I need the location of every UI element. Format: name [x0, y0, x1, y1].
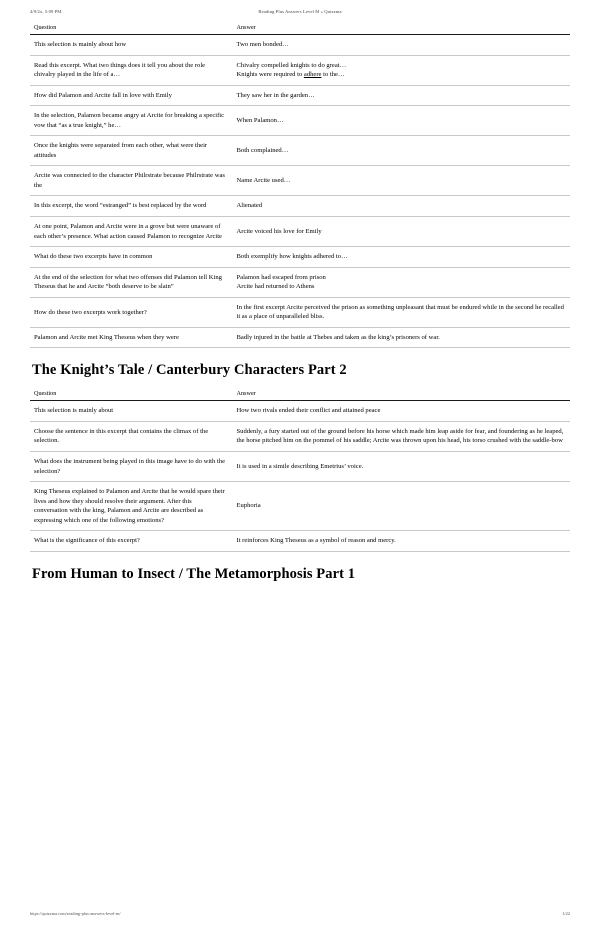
question-cell: What does the instrument being played in this image have to do with the selection? — [30, 452, 233, 482]
table-row — [30, 452, 570, 482]
question-cell: What do these two excerpts have in common — [30, 247, 233, 268]
answer-cell: Badly injured in the battle at Thebes and taken as the king’s prisoners of war. — [233, 327, 571, 348]
table-row — [30, 327, 570, 348]
table-row — [30, 217, 570, 247]
footer-page-number: 1/22 — [562, 911, 570, 916]
table-row — [30, 247, 570, 268]
header-title: Reading Plus Answers Level M » Quizzma — [258, 9, 342, 14]
question-cell: This selection is mainly about — [30, 401, 233, 422]
question-cell: Palamon and Arcite met King Theseus when they were — [30, 327, 233, 348]
answer-cell: Name Arcite used… — [233, 166, 571, 196]
question-cell: How do these two excerpts work together? — [30, 297, 233, 327]
question-cell: King Theseus explained to Palamon and Arcite that he would spare their lives and how they should resolve their argument. After this conversation with the king, Palamon and Arcite are described as expressing which one of the following emotions? — [30, 482, 233, 531]
answer-cell — [233, 55, 571, 85]
table-row — [30, 531, 570, 552]
question-cell: In this excerpt, the word “estranged” is best replaced by the word — [30, 196, 233, 217]
answer-cell: Two men bonded… — [233, 35, 571, 56]
question-cell: How did Palamon and Arcite fall in love with Emily — [30, 85, 233, 106]
section-title-knights-tale-part-2: The Knight’s Tale / Canterbury Characters Part 2 — [32, 362, 347, 379]
table-row — [30, 421, 570, 451]
table-row — [30, 55, 570, 85]
section-title-metamorphosis-part-1: From Human to Insect / The Metamorphosis Part 1 — [32, 565, 356, 582]
answer-cell — [233, 267, 571, 297]
answer-cell: It reinforces King Theseus as a symbol of reason and mercy. — [233, 531, 571, 552]
question-cell: What is the significance of this excerpt? — [30, 531, 233, 552]
qa-table-1 — [30, 22, 570, 348]
question-cell: Arcite was connected to the character Philrstrate because Philrstrate was the — [30, 166, 233, 196]
answer-line: Palamon had escaped from prison — [236, 273, 326, 281]
answer-cell: How two rivals ended their conflict and attained peace — [233, 401, 571, 422]
answer-line: Knights were required to adhere to the… — [236, 71, 345, 79]
answer-cell: They saw her in the garden… — [233, 85, 571, 106]
table-row — [30, 196, 570, 217]
footer-url[interactable]: https://quizzma.com/reading-plus-answers-level-m/ — [30, 911, 121, 916]
column-header-answer: Answer — [233, 22, 571, 35]
header-timestamp: 4/9/2x, 5:09 PM — [30, 9, 62, 14]
table-row — [30, 35, 570, 56]
table-header-row — [30, 388, 570, 401]
answer-underlined-word: adhere — [303, 71, 322, 79]
answer-cell: Both complained… — [233, 136, 571, 166]
document-content — [30, 22, 570, 583]
column-header-answer: Answer — [233, 388, 571, 401]
question-cell: At one point, Palamon and Arcite were in a grove but were unaware of each other’s presence. What action caused Palamon to recognize Arcite — [30, 217, 233, 247]
answer-cell: Arcite voiced his love for Emily — [233, 217, 571, 247]
answer-cell: Euphoria — [233, 482, 571, 531]
answer-cell: In the first excerpt Arcite perceived the prison as something unpleasant that must be endured while in the second he recalled it as a place of unparalleled bliss. — [233, 297, 571, 327]
answer-cell: It is used in a simile describing Emetrius’ voice. — [233, 452, 571, 482]
table-row — [30, 166, 570, 196]
page-footer — [30, 911, 570, 916]
table-header-row — [30, 22, 570, 35]
answer-cell: Suddenly, a fury started out of the ground before his horse which made him leap aside for fear, and foundering as he leaped, the horse pitched him on the pommel of his saddle; Arcite was thrown upon his head, his torso crushed with the saddle-bow — [233, 421, 571, 451]
table-row — [30, 106, 570, 136]
question-cell: Choose the sentence in this excerpt that contains the climax of the selection. — [30, 421, 233, 451]
table-row — [30, 482, 570, 531]
qa-table-2 — [30, 388, 570, 551]
answer-line: Arcite had returned to Athens — [236, 283, 315, 291]
table-row — [30, 401, 570, 422]
answer-line: Chivalry compelled knights to do great… — [236, 61, 347, 69]
column-header-question: Question — [30, 22, 233, 35]
question-cell: At the end of the selection for what two offenses did Palamon tell King Theseus that he and Arcite “both deserve to be slain” — [30, 267, 233, 297]
table-row — [30, 85, 570, 106]
question-cell: In the selection, Palamon became angry at Arcite for breaking a specific vow that “as a true knight,” he… — [30, 106, 233, 136]
page-header — [30, 0, 570, 14]
question-cell: Once the knights were separated from each other, what were their attitudes — [30, 136, 233, 166]
table-row — [30, 136, 570, 166]
column-header-question: Question — [30, 388, 233, 401]
question-cell: Read this excerpt. What two things does it tell you about the role chivalry played in the life of a… — [30, 55, 233, 85]
answer-cell: When Palamon… — [233, 106, 571, 136]
question-cell: This selection is mainly about how — [30, 35, 233, 56]
answer-cell: Both exemplify how knights adhered to… — [233, 247, 571, 268]
table-row — [30, 267, 570, 297]
table-row — [30, 297, 570, 327]
answer-cell: Alienated — [233, 196, 571, 217]
